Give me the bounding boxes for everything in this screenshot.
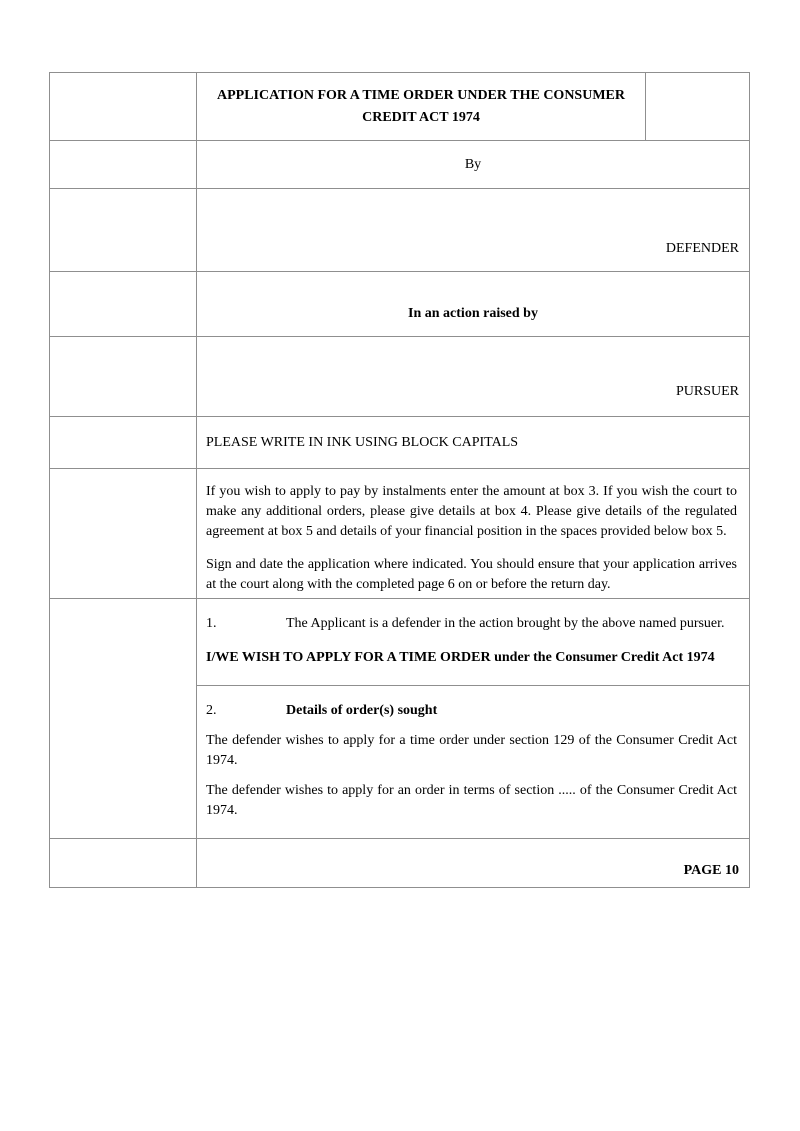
item-2-box [197,685,749,838]
item-1-number: 1. [206,616,217,631]
action-row [50,271,749,336]
instructions-para2: Sign and date the application where indicated. You should ensure that your application arrives at the court along with the completed page 6 on or before the return day. [206,557,737,592]
title-row [50,73,749,140]
defender-label: DEFENDER [665,241,739,256]
margin-cell [50,417,197,468]
items-stack [197,599,749,838]
pursuer-label: PURSUER [675,384,739,399]
page-number-label: PAGE 10 [683,863,739,878]
ink-notice: PLEASE WRITE IN INK USING BLOCK CAPITALS [206,434,519,450]
by-label: By [464,156,482,172]
reference-cell [646,73,749,140]
margin-cell [50,337,197,416]
margin-cell [50,839,197,887]
item-2-para1: The defender wishes to apply for a time order under section 129 of the Consumer Credit Act 1974. [206,732,737,768]
margin-cell [50,469,197,598]
item-1-line [206,614,737,634]
time-order-declaration: I/WE WISH TO APPLY FOR A TIME ORDER under the Consumer Credit Act 1974 [206,650,715,665]
defender-row [50,188,749,271]
item-2-para2: The defender wishes to apply for an order in terms of section ..... of the Consumer Credit Act 1974. [206,782,737,818]
form-title: APPLICATION FOR A TIME ORDER UNDER THE CONSUMER CREDIT ACT 1974 [197,73,646,140]
item-2-heading: Details of order(s) sought [286,702,438,718]
action-raised-by-label: In an action raised by [408,306,538,321]
items-row [50,598,749,838]
item-2-number: 2. [206,702,217,718]
ink-notice-row [50,416,749,468]
margin-cell [50,599,197,838]
item-2-line [206,701,737,721]
margin-cell [50,272,197,336]
instructions-para1: If you wish to apply to pay by instalments enter the amount at box 3. If you wish the court to make any additional orders, please give details at box 4. Please give details of the regulated agreement at box 5 and details of your financial position in the spaces provided below box 5. [206,484,737,539]
application-form-table [49,72,750,888]
by-row [50,140,749,188]
item-1-box [197,599,749,685]
margin-cell [50,189,197,271]
instructions-row [50,468,749,598]
item-1-text: The Applicant is a defender in the action brought by the above named pursuer. [286,616,725,631]
margin-cell [50,141,197,188]
pursuer-row [50,336,749,416]
margin-cell [50,73,197,140]
page-number-row [50,838,749,887]
instructions-text [197,469,749,598]
